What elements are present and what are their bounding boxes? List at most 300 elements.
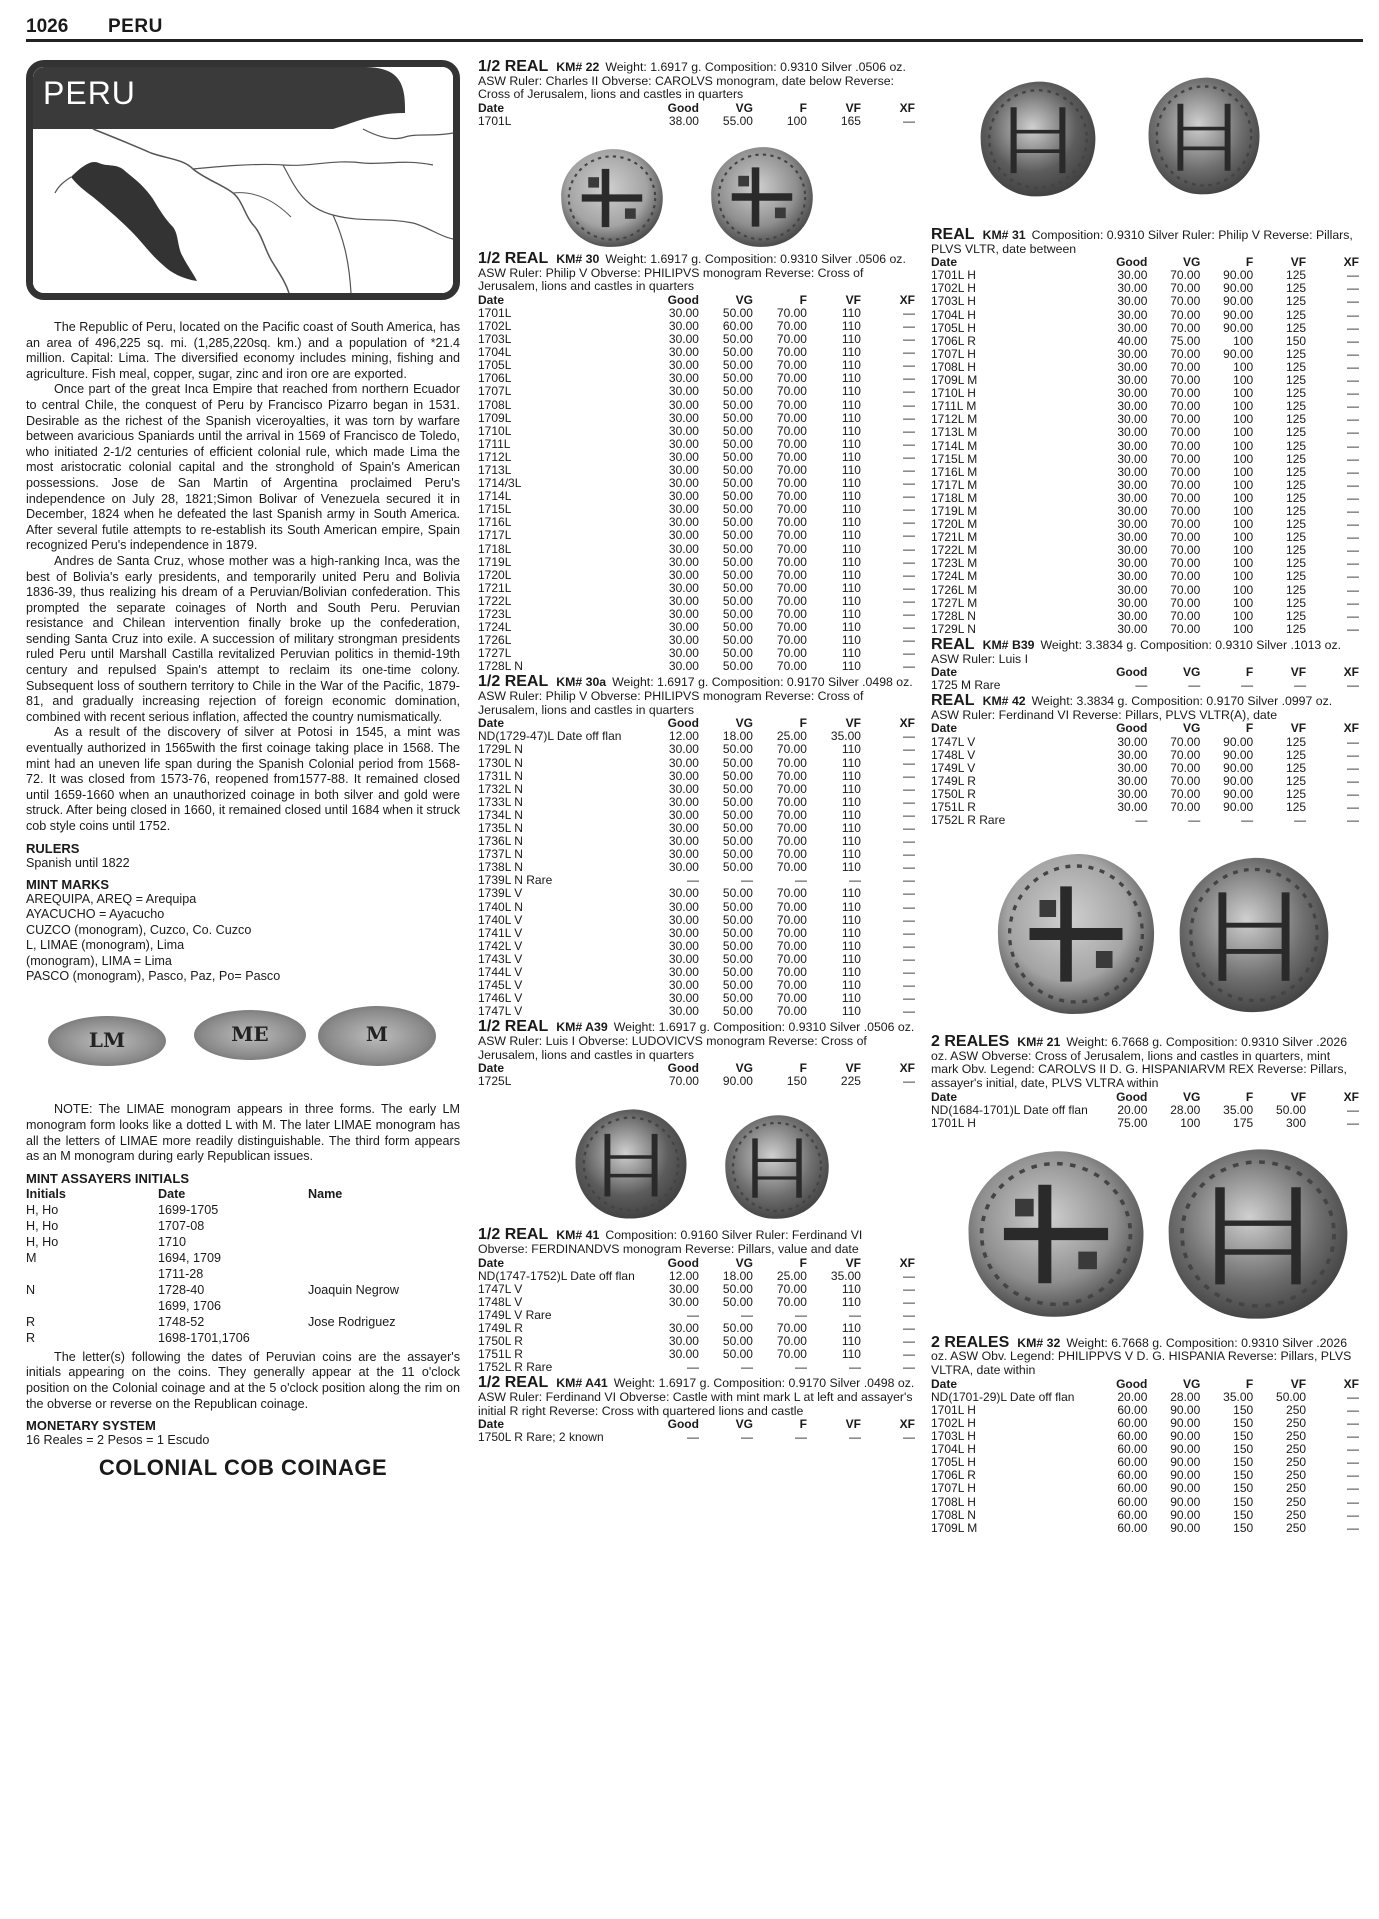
price-row xyxy=(931,1522,1359,1535)
price-table xyxy=(478,717,915,1018)
monogram-images xyxy=(26,984,460,1094)
price-date-cell: 1716L M xyxy=(931,464,978,479)
rulers-text: Spanish until 1822 xyxy=(26,855,130,870)
price-value-cell: 30.00 xyxy=(1117,399,1148,414)
price-value-cell: — xyxy=(1347,438,1359,453)
price-value-cell: 60.00 xyxy=(1117,1507,1148,1522)
price-value-cell: 50.00 xyxy=(722,1004,753,1019)
price-value-cell: 50.00 xyxy=(722,371,753,386)
price-value-cell: 20.00 xyxy=(1117,1389,1148,1404)
price-value-cell: 90.00 xyxy=(1223,760,1254,775)
price-value-cell: 100 xyxy=(1233,503,1254,518)
price-row xyxy=(478,556,915,569)
price-value-cell: 70.00 xyxy=(776,607,807,621)
price-value-cell: 90.00 xyxy=(1223,734,1254,749)
price-table xyxy=(478,1418,915,1444)
coin-reverse-image xyxy=(722,1112,832,1222)
price-value-cell: 60.00 xyxy=(1117,1481,1148,1496)
listing-km-number: KM# 31 xyxy=(982,228,1026,242)
price-row xyxy=(931,814,1359,827)
coin-obverse-image xyxy=(977,78,1099,200)
price-value-cell: — xyxy=(903,860,915,875)
coin-listing xyxy=(478,1020,915,1088)
price-row xyxy=(931,453,1359,466)
intro-paragraph: Once part of the great Inca Empire that reached from northern Ecuador to central Chile, the conquest of Peru by Francisco Pizarro began in 1531. Desirable as the richest of the Spanish viceroyalties, it was torn by warfare between avaricious Spaniards until the arrival in 1569 of Francisco de Toledo, who initiated 2-1/2 centuries of efficient colonial rule, which made Lima the most aristocratic colonial capital and the stronghold of Spain's American possessions. Jose de San Martin of Argentina proclaimed Peru's independence on July 28, 1821;Simon Bolivar of Venezuela secured it in December, 1824 when he defeated the last Spanish army in South America. After several futile attempts to re-establish its South American empire, Spain recognized Peru's independence in 1879. xyxy=(26,382,460,553)
price-value-cell: — xyxy=(903,1321,915,1336)
price-row xyxy=(931,679,1359,692)
price-value-cell: 100 xyxy=(1233,451,1254,466)
price-table xyxy=(478,1062,915,1088)
price-date-cell: 1726L xyxy=(478,633,512,648)
price-value-cell: 30.00 xyxy=(668,755,699,770)
price-value-cell: 50.00 xyxy=(722,436,753,451)
price-value-cell: 70.00 xyxy=(1170,773,1201,788)
price-value-cell: 60.00 xyxy=(722,318,753,333)
price-value-cell: — xyxy=(1347,503,1359,518)
price-value-cell: — xyxy=(1347,412,1359,427)
price-date-cell: 1725 M Rare xyxy=(931,678,1001,693)
price-value-cell: — xyxy=(1294,678,1307,693)
price-row xyxy=(931,1482,1359,1495)
price-date-cell: 1703L xyxy=(478,332,512,347)
price-value-cell: 70.00 xyxy=(776,305,807,320)
price-value-cell: 70.00 xyxy=(1170,320,1201,335)
listing-heading xyxy=(478,675,915,717)
price-value-cell: 50.00 xyxy=(722,384,753,399)
price-value-cell: — xyxy=(903,633,915,648)
price-value-cell: 50.00 xyxy=(722,991,753,1006)
price-value-cell: 30.00 xyxy=(1117,503,1148,518)
price-value-cell: — xyxy=(1347,1415,1359,1430)
price-value-cell: 50.00 xyxy=(1276,1102,1307,1117)
price-value-cell: 110 xyxy=(841,886,861,901)
price-date-cell: 1732L N xyxy=(478,781,523,796)
price-value-cell: 50.00 xyxy=(722,332,753,347)
price-value-cell: 100 xyxy=(1233,556,1254,571)
price-value-cell: 50.00 xyxy=(722,358,753,373)
price-value-cell: — xyxy=(686,1360,699,1375)
price-col-header: Date xyxy=(931,721,958,736)
price-col-header: Date xyxy=(478,1417,505,1432)
price-date-cell: 1703L H xyxy=(931,294,976,309)
price-row xyxy=(931,1496,1359,1509)
price-date-cell: 1733L N xyxy=(478,794,523,809)
price-value-cell: 110 xyxy=(841,318,861,333)
price-value-cell: 30.00 xyxy=(1117,543,1148,558)
price-value-cell: 100 xyxy=(1233,425,1254,440)
listing-heading xyxy=(931,1035,1359,1090)
price-value-cell: 30.00 xyxy=(1117,477,1148,492)
price-value-cell: 30.00 xyxy=(668,449,699,464)
price-row xyxy=(931,736,1359,749)
price-value-cell: 50.00 xyxy=(722,502,753,517)
price-value-cell: 100 xyxy=(1233,412,1254,427)
price-value-cell: — xyxy=(903,991,915,1006)
price-value-cell: 125 xyxy=(1286,464,1307,479)
price-col-header: F xyxy=(799,292,807,307)
price-value-cell: 70.00 xyxy=(1170,346,1201,361)
price-value-cell: 30.00 xyxy=(668,620,699,635)
price-row xyxy=(931,597,1359,610)
price-value-cell: 125 xyxy=(1286,346,1307,361)
price-value-cell: — xyxy=(903,410,915,425)
price-value-cell: 70.00 xyxy=(776,659,807,674)
price-col-header: F xyxy=(799,716,807,731)
price-value-cell: 50.00 xyxy=(722,476,753,491)
price-date-cell: 1714L xyxy=(478,489,512,504)
price-value-cell: — xyxy=(903,978,915,993)
price-date-cell: 1738L N xyxy=(478,860,523,875)
mint-mark-line: AYACUCHO = Ayacucho xyxy=(26,907,165,922)
price-date-cell: 1701L xyxy=(478,113,512,128)
price-value-cell: — xyxy=(903,371,915,386)
price-row xyxy=(931,1104,1359,1117)
price-col-header: VG xyxy=(1182,721,1201,736)
price-value-cell: 30.00 xyxy=(668,659,699,674)
price-value-cell: 30.00 xyxy=(668,742,699,757)
price-value-cell: 70.00 xyxy=(776,633,807,648)
price-value-cell: 125 xyxy=(1286,517,1307,532)
price-value-cell: 110 xyxy=(841,646,861,661)
price-value-cell: 70.00 xyxy=(1170,760,1201,775)
price-value-cell: — xyxy=(1347,268,1359,283)
price-value-cell: — xyxy=(1294,813,1307,828)
price-value-cell: 70.00 xyxy=(776,925,807,940)
price-col-header: F xyxy=(1245,255,1254,270)
price-row xyxy=(478,115,915,128)
price-value-cell: 30.00 xyxy=(668,462,699,477)
listing-km-number: KM# 32 xyxy=(1017,1335,1061,1350)
price-value-cell: — xyxy=(903,951,915,966)
price-date-cell: 1748L V xyxy=(931,747,976,762)
price-value-cell: 100 xyxy=(1233,386,1254,401)
assayer-cell xyxy=(308,1330,460,1346)
price-value-cell: 110 xyxy=(841,305,861,320)
price-value-cell: 90.00 xyxy=(1170,1402,1201,1417)
price-value-cell: — xyxy=(1135,678,1148,693)
price-date-cell: ND(1747-1752)L Date off flan xyxy=(478,1268,635,1283)
price-value-cell: — xyxy=(903,476,915,491)
price-date-cell: 1717L xyxy=(478,528,512,543)
price-value-cell: 70.00 xyxy=(776,462,807,477)
price-row xyxy=(931,466,1359,479)
price-value-cell: 30.00 xyxy=(668,528,699,543)
price-value-cell: 110 xyxy=(841,781,861,796)
price-date-cell: 1704L H xyxy=(931,307,976,322)
price-date-cell: 1715L M xyxy=(931,451,978,466)
price-value-cell: 30.00 xyxy=(668,646,699,661)
price-value-cell: 150 xyxy=(1233,1507,1254,1522)
price-value-cell: 50.00 xyxy=(722,938,753,953)
price-table xyxy=(478,1257,915,1375)
price-value-cell: 125 xyxy=(1286,734,1307,749)
price-row xyxy=(478,1431,915,1444)
price-row xyxy=(931,1404,1359,1417)
price-value-cell: 125 xyxy=(1286,438,1307,453)
price-value-cell: 100 xyxy=(1233,595,1254,610)
price-value-cell: 30.00 xyxy=(668,1334,699,1349)
price-value-cell: 70.00 xyxy=(1170,734,1201,749)
price-value-cell: 125 xyxy=(1286,543,1307,558)
price-date-cell: 1727L xyxy=(478,646,512,661)
price-row xyxy=(478,783,915,796)
price-value-cell: 110 xyxy=(841,1321,861,1336)
price-value-cell: — xyxy=(794,1360,807,1375)
price-value-cell: 30.00 xyxy=(1117,425,1148,440)
assayer-cell: 1710 xyxy=(158,1234,187,1249)
price-value-cell: 30.00 xyxy=(1117,320,1148,335)
price-value-cell: 50.00 xyxy=(722,646,753,661)
price-date-cell: 1727L M xyxy=(931,595,978,610)
assayer-cell xyxy=(308,1234,460,1250)
price-date-cell: 1714L M xyxy=(931,438,978,453)
price-date-cell: 1729L N xyxy=(478,742,523,757)
price-col-header: XF xyxy=(899,716,915,731)
price-value-cell: 70.00 xyxy=(776,371,807,386)
price-date-cell: 1749L R xyxy=(478,1321,523,1336)
price-value-cell: 70.00 xyxy=(776,410,807,425)
price-col-header: VG xyxy=(735,1255,753,1270)
price-value-cell: 300 xyxy=(1286,1115,1307,1130)
price-value-cell: — xyxy=(903,1334,915,1349)
price-value-cell: 70.00 xyxy=(1170,425,1201,440)
price-row xyxy=(931,492,1359,505)
price-value-cell: 30.00 xyxy=(668,847,699,862)
price-value-cell: — xyxy=(1347,734,1359,749)
price-value-cell: — xyxy=(1347,373,1359,388)
price-value-cell: 70.00 xyxy=(776,965,807,980)
price-date-cell: 1720L M xyxy=(931,517,978,532)
price-value-cell: — xyxy=(903,742,915,757)
intro-paragraph: As a result of the discovery of silver at Potosi in 1545, a mint was eventually authorized in 1565with the first coinage taking place in 1568. The mint had an uneven life span during the Spanish Colonial period from 1568-72. It was closed from 1573-76, reopened from1577-88. It remained closed until 1659-1660 when an unauthorized coinage in both silver and gold were struck. After being closed in 1660, it remained closed until 1684 when it struck cob style coins until 1752. xyxy=(26,725,460,833)
price-value-cell: 30.00 xyxy=(668,318,699,333)
price-value-cell: 30.00 xyxy=(1117,346,1148,361)
price-row xyxy=(478,1005,915,1018)
price-value-cell: — xyxy=(1188,813,1201,828)
price-value-cell: — xyxy=(903,384,915,399)
listing-km-number: KM# A41 xyxy=(556,1376,608,1391)
listing-denomination: 1/2 REAL xyxy=(478,60,549,75)
price-value-cell: 250 xyxy=(1286,1468,1307,1483)
price-value-cell: — xyxy=(1347,1442,1359,1457)
price-value-cell: 50.00 xyxy=(722,768,753,783)
price-value-cell: 100 xyxy=(1233,582,1254,597)
price-date-cell: 1752L R Rare xyxy=(478,1360,553,1375)
price-value-cell: — xyxy=(903,489,915,504)
price-value-cell: 50.00 xyxy=(722,541,753,556)
price-value-cell: — xyxy=(903,847,915,862)
price-value-cell: 250 xyxy=(1286,1442,1307,1457)
price-col-header: VG xyxy=(1182,1089,1201,1104)
price-row xyxy=(931,426,1359,439)
price-value-cell: 90.00 xyxy=(1223,786,1254,801)
price-value-cell: 30.00 xyxy=(1117,464,1148,479)
listing-denomination: 2 REALES xyxy=(931,1333,1010,1351)
price-value-cell: 110 xyxy=(841,755,861,770)
price-value-cell: 28.00 xyxy=(1170,1102,1201,1117)
price-date-cell: 1710L H xyxy=(931,386,976,401)
price-row xyxy=(478,770,915,783)
price-date-cell: ND(1701-29)L Date off flan xyxy=(931,1389,1075,1404)
price-value-cell: 125 xyxy=(1286,386,1307,401)
price-value-cell: 225 xyxy=(840,1074,861,1089)
price-value-cell: 25.00 xyxy=(776,729,807,744)
price-value-cell: — xyxy=(1347,595,1359,610)
price-date-cell: 1722L xyxy=(478,593,512,608)
price-value-cell: 250 xyxy=(1286,1494,1307,1509)
price-col-header: F xyxy=(1245,721,1254,736)
price-value-cell: 30.00 xyxy=(668,436,699,451)
price-date-cell: 1742L V xyxy=(478,938,523,953)
price-value-cell: 110 xyxy=(841,1347,861,1362)
price-col-header: Date xyxy=(931,1376,958,1391)
price-col-header: XF xyxy=(1343,721,1359,736)
price-value-cell: 50.00 xyxy=(722,620,753,635)
assayer-cell xyxy=(308,1202,460,1218)
price-value-cell: — xyxy=(903,1074,915,1089)
price-value-cell: 125 xyxy=(1286,490,1307,505)
price-date-cell: 1720L xyxy=(478,567,512,582)
price-value-cell: 125 xyxy=(1286,530,1307,545)
price-value-cell: 40.00 xyxy=(1117,333,1148,348)
price-value-cell: — xyxy=(903,515,915,530)
price-row xyxy=(478,796,915,809)
price-value-cell: — xyxy=(1347,543,1359,558)
listing-description: Weight: 3.3834 g. Composition: 0.9310 Silver .1013 oz. ASW Ruler: Luis I xyxy=(931,637,1342,666)
assayers-table xyxy=(26,1186,460,1346)
intro-text xyxy=(26,320,460,835)
price-value-cell: 30.00 xyxy=(668,899,699,914)
price-col-header: Date xyxy=(478,292,505,307)
price-row xyxy=(931,584,1359,597)
price-value-cell: — xyxy=(1347,320,1359,335)
price-value-cell: 50.00 xyxy=(722,1294,753,1309)
price-value-cell: 50.00 xyxy=(722,847,753,862)
coin-listing xyxy=(931,635,1359,693)
assayer-cell: 1728-40 1699, 1706 xyxy=(158,1282,222,1313)
listing-denomination: REAL xyxy=(931,635,975,653)
price-date-cell: 1740L N xyxy=(478,899,523,914)
listing-km-number: KM# 30a xyxy=(556,675,607,690)
price-value-cell: 30.00 xyxy=(668,938,699,953)
price-value-cell: — xyxy=(1347,1115,1359,1130)
price-value-cell: 30.00 xyxy=(668,794,699,809)
price-table xyxy=(478,102,915,128)
price-value-cell: 28.00 xyxy=(1170,1389,1201,1404)
listing-description: Weight: 1.6917 g. Composition: 0.9170 Silver .0498 oz. ASW Ruler: Philip V Obverse: PHILIPVS monogram Reverse: Cross of Jerusalem, lions and castles in quarters xyxy=(478,675,913,717)
price-value-cell: 100 xyxy=(1233,621,1254,636)
price-value-cell: 110 xyxy=(841,860,861,875)
price-value-cell: — xyxy=(1347,1429,1359,1444)
price-value-cell: 110 xyxy=(841,567,861,582)
price-row xyxy=(478,927,915,940)
price-value-cell: 50.00 xyxy=(722,807,753,822)
price-date-cell: 1749L R xyxy=(931,773,976,788)
price-value-cell: — xyxy=(848,1430,861,1445)
price-value-cell: 110 xyxy=(841,528,861,543)
price-value-cell: 100 xyxy=(1233,569,1254,584)
price-col-header: F xyxy=(1245,1089,1254,1104)
price-date-cell: 1747L V xyxy=(478,1004,523,1019)
price-date-cell: 1750L R Rare; 2 known xyxy=(478,1430,604,1445)
price-date-cell: 1750L R xyxy=(931,786,976,801)
price-value-cell: 70.00 xyxy=(776,899,807,914)
listing-km-number: KM# B39 xyxy=(982,637,1035,652)
price-value-cell: 250 xyxy=(1286,1429,1307,1444)
price-value-cell: — xyxy=(1347,346,1359,361)
price-col-header: VG xyxy=(735,100,753,115)
price-value-cell: 70.00 xyxy=(776,1004,807,1019)
price-value-cell: 110 xyxy=(841,991,861,1006)
coin-photos xyxy=(478,130,915,252)
price-row xyxy=(478,569,915,582)
price-value-cell: 90.00 xyxy=(1223,346,1254,361)
price-col-header: F xyxy=(799,1061,807,1076)
price-value-cell: — xyxy=(686,1307,699,1322)
price-date-cell: 1708L xyxy=(478,397,512,412)
listing-denomination: 1/2 REAL xyxy=(478,1018,549,1036)
price-value-cell: 30.00 xyxy=(668,768,699,783)
price-col-header: Good xyxy=(1116,1376,1148,1391)
price-value-cell: 50.00 xyxy=(722,528,753,543)
price-value-cell: — xyxy=(1347,307,1359,322)
price-value-cell: — xyxy=(686,873,699,888)
price-value-cell: 90.00 xyxy=(1223,307,1254,322)
price-value-cell: 30.00 xyxy=(1117,530,1148,545)
price-value-cell: — xyxy=(1347,1507,1359,1522)
price-row xyxy=(478,438,915,451)
assayers-col-header: Initials xyxy=(26,1186,66,1201)
listing-denomination: 1/2 REAL xyxy=(478,673,549,691)
price-value-cell: — xyxy=(903,1294,915,1309)
price-value-cell: — xyxy=(903,436,915,451)
assayers-col-header: Name xyxy=(308,1186,343,1201)
price-value-cell: 100 xyxy=(1233,373,1254,388)
price-row xyxy=(478,307,915,320)
section-title: COLONIAL COB COINAGE xyxy=(98,1454,388,1480)
price-value-cell: 50.00 xyxy=(722,554,753,569)
price-value-cell: 70.00 xyxy=(776,1347,807,1362)
price-col-header: F xyxy=(799,1255,807,1270)
listing-denomination: 1/2 REAL xyxy=(478,1226,549,1244)
price-value-cell: 70.00 xyxy=(1170,595,1201,610)
price-value-cell: 30.00 xyxy=(668,1004,699,1019)
price-value-cell: 70.00 xyxy=(1170,451,1201,466)
price-value-cell: 30.00 xyxy=(668,886,699,901)
price-value-cell: 30.00 xyxy=(668,489,699,504)
price-date-cell: 1751L R xyxy=(478,1347,523,1362)
assayer-cell: Jose Rodriguez xyxy=(308,1314,396,1329)
price-value-cell: — xyxy=(903,768,915,783)
price-date-cell: 1724L M xyxy=(931,569,978,584)
price-date-cell: 1719L xyxy=(478,554,512,569)
price-value-cell: — xyxy=(848,1307,861,1322)
price-value-cell: 60.00 xyxy=(1117,1429,1148,1444)
price-value-cell: 70.00 xyxy=(1170,373,1201,388)
price-date-cell: 1730L N xyxy=(478,755,523,770)
listing-description: Weight: 1.6917 g. Composition: 0.9310 Silver .0506 oz. ASW Ruler: Philip V Obverse: PHILIPVS monogram Reverse: Cross of Jerusalem, lions and castles in quarters xyxy=(478,251,906,294)
price-value-cell: — xyxy=(1347,1389,1359,1404)
price-col-header: VG xyxy=(1182,1376,1201,1391)
price-value-cell: 30.00 xyxy=(1117,747,1148,762)
price-value-cell: 110 xyxy=(841,489,861,504)
price-col-header: XF xyxy=(899,1061,915,1076)
listing-denomination: REAL xyxy=(931,692,975,710)
price-value-cell: 50.00 xyxy=(722,633,753,648)
price-value-cell: 125 xyxy=(1286,608,1307,623)
price-value-cell: 150 xyxy=(1233,1481,1254,1496)
price-row xyxy=(478,1296,915,1309)
